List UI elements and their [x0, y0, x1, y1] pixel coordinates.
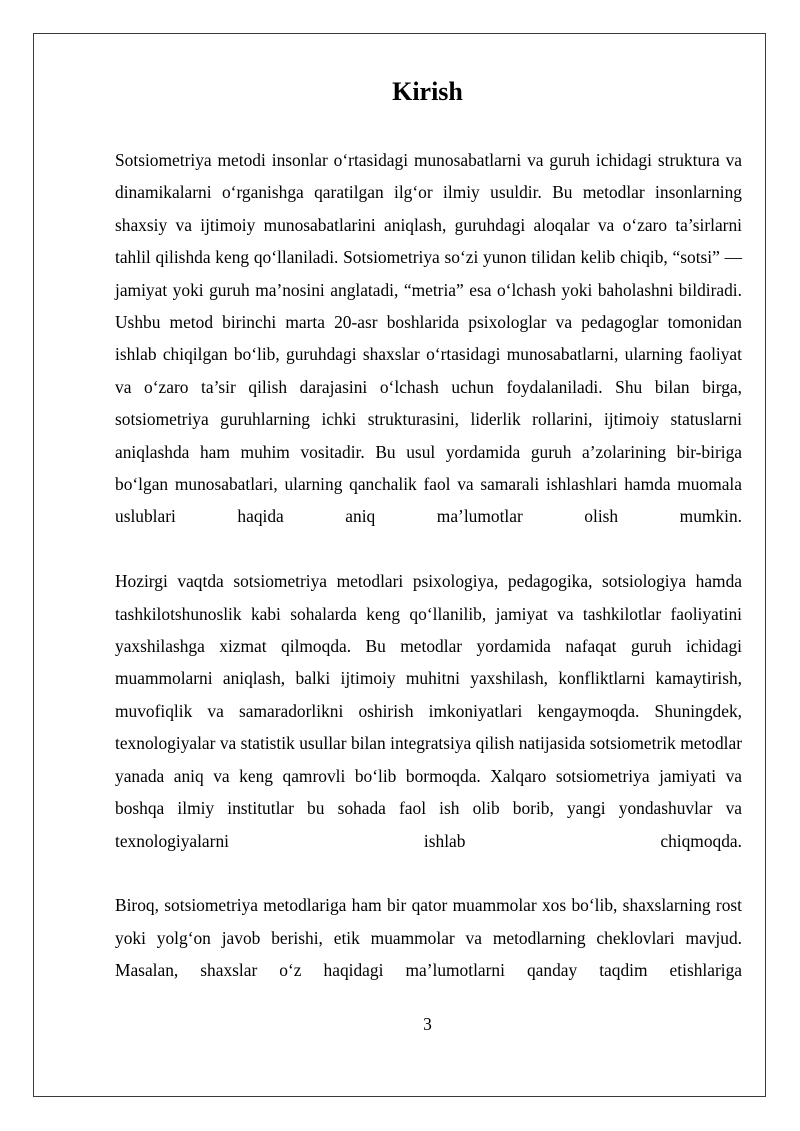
document-title: Kirish: [392, 77, 463, 106]
paragraph-intro: Sotsiometriya metodi insonlar o‘rtasidagi munosabatlarni va guruh ichidagi struktura va dinamikalarni o‘rganishga qaratilgan ilg‘or ilmiy usuldir. Bu metodlar insonlarning shaxsiy va ijtimoiy munosabatlarini aniqlash, guruhdagi aloqalar va o‘zaro ta’sirlarni tahlil qilishda keng qo‘llaniladi. Sotsiometriya so‘zi yunon tilidan kelib chiqib, “sotsi” — jamiyat yoki guruh ma’nosini anglatadi, “metria” esa o‘lchash yoki baholashni bildiradi. Ushbu metod birinchi marta 20-asr boshlarida psixologlar va pedagoglar tomonidan ishlab chiqilgan bo‘lib, guruhdagi shaxslar o‘rtasidagi munosabatlarni, ularning faoliyat va o‘zaro ta’sir qilish darajasini o‘lchash uchun foydalaniladi. Shu bilan birga, sotsiometriya guruhlarning ichki strukturasini, liderlik rollarini, ijtimoiy statuslarni aniqlashda ham muhim vositadir. Bu usul yordamida guruh a’zolarining bir-biriga bo‘lgan munosabatlari, ularning qanchalik faol va samarali ishlashlari hamda muomala uslublari haqida aniq ma’lumotlar olish mumkin.: [115, 150, 742, 527]
paragraph-current-use: Hozirgi vaqtda sotsiometriya metodlari psixologiya, pedagogika, sotsiologiya hamda tashkilotshunoslik kabi sohalarda keng qo‘llanilib, jamiyat va tashkilotlar faoliyatini yaxshilashga xizmat qilmoqda. Bu metodlar yordamida nafaqat guruh ichidagi muammolarni aniqlash, balki ijtimoiy muhitni yaxshilash, konfliktlarni kamaytirish, muvofiqlik va samaradorlikni oshirish imkoniyatlari kengaymoqda. Shuningdek, texnologiyalar va statistik usullar bilan integratsiya qilish natijasida sotsiometrik metodlar yanada aniq va keng qamrovli bo‘lib bormoqda. Xalqaro sotsiometriya jamiyati va boshqa ilmiy institutlar bu sohada faol ish olib borib, yangi yondashuvlar va texnologiyalarni ishlab chiqmoqda.: [115, 571, 742, 851]
page-number: 3: [423, 1014, 432, 1034]
paragraph-problems: Biroq, sotsiometriya metodlariga ham bir qator muammolar xos bo‘lib, shaxslarning rost yoki yolg‘on javob berishi, etik muammolar va metodlarning cheklovlari mavjud. Masalan, shaxslar o‘z haqidagi ma’lumotlarni qanday taqdim etishlariga: [115, 895, 742, 981]
document-body: [115, 144, 742, 987]
